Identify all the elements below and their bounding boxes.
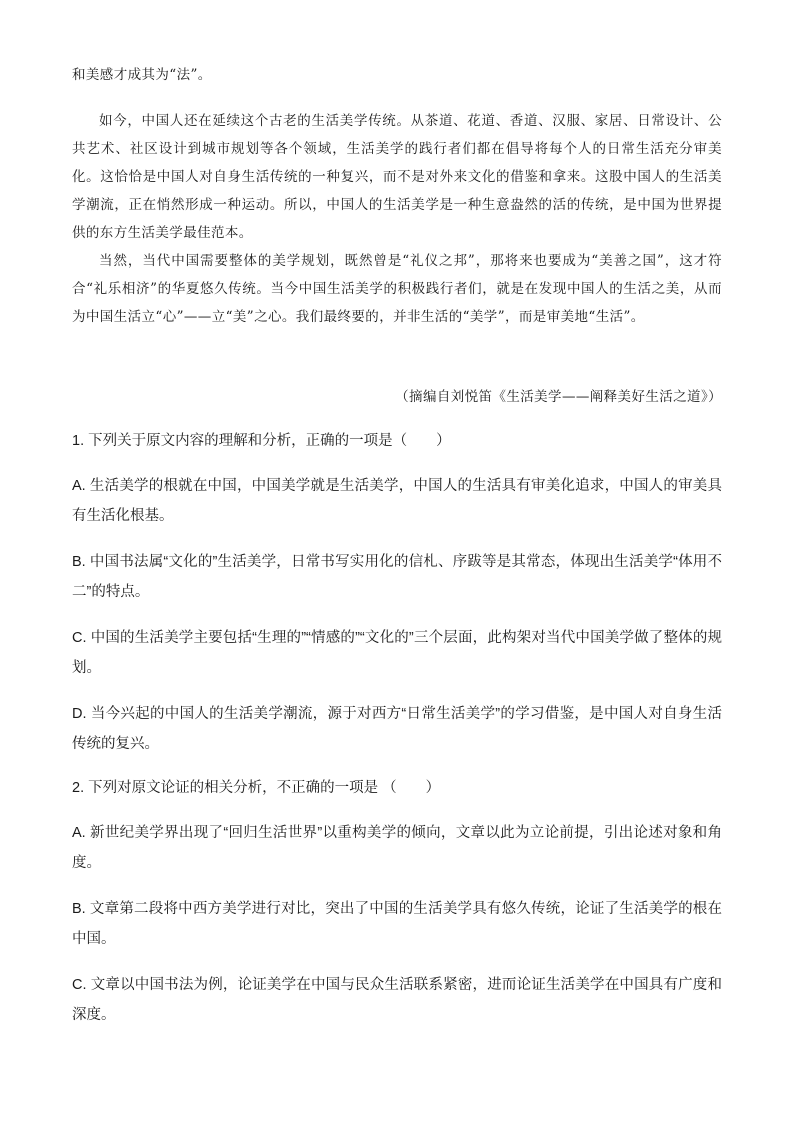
question-1-stem: 1. 下列关于原文内容的理解和分析，正确的一项是（ ） bbox=[72, 433, 451, 449]
question-2-option-c: C. 文章以中国书法为例，论证美学在中国与民众生活联系紧密，进而论证生活美学在中国具有广度和深度。 bbox=[72, 977, 722, 1023]
question-2-option-b: B. 文章第二段将中西方美学进行对比，突出了中国的生活美学具有悠久传统，论证了生活美学的根在中国。 bbox=[72, 901, 722, 947]
passage-paragraph-tail: 和美感才成其为“法”。 bbox=[72, 67, 212, 83]
question-1-option-b: B. 中国书法属“文化的”生活美学，日常书写实用化的信札、序跋等是其常态，体现出生活美学“体用不二”的特点。 bbox=[72, 554, 722, 600]
question-1-option-a: A. 生活美学的根就在中国，中国美学就是生活美学，中国人的生活具有审美化追求，中国人的审美具有生活化根基。 bbox=[72, 478, 722, 524]
question-2-option-a: A. 新世纪美学界出现了“回归生活世界”以重构美学的倾向，文章以此为立论前提，引出论述对象和角度。 bbox=[72, 825, 722, 871]
question-1-option-c: C. 中国的生活美学主要包括“生理的”“情感的”“文化的”三个层面，此构架对当代中国美学做了整体的规划。 bbox=[72, 630, 722, 676]
question-1-option-d: D. 当今兴起的中国人的生活美学潮流，源于对西方“日常生活美学”的学习借鉴，是中国人对自身生活传统的复兴。 bbox=[72, 706, 722, 752]
passage-paragraph-3: 当然，当代中国需要整体的美学规划，既然曾是“礼仪之邦”，那将来也要成为“美善之国”，这才符合“礼乐相济”的华夏悠久传统。当今中国生活美学的积极践行者们，就是在发现中国人的生活之美，从而为中国生活立“心”——立“美”之心。我们最终要的，并非生活的“美学”，而是审美地“生活”。 bbox=[72, 253, 722, 325]
passage-source-citation: （摘编自刘悦笛《生活美学——阐释美好生活之道》） bbox=[395, 389, 722, 405]
question-2-stem: 2. 下列对原文论证的相关分析，不正确的一项是 （ ） bbox=[72, 780, 441, 796]
passage-paragraph-2: 如今，中国人还在延续这个古老的生活美学传统。从茶道、花道、香道、汉服、家居、日常设计、公共艺术、社区设计到城市规划等各个领域，生活美学的践行者们都在倡导将每个人的日常生活充分审美化。这恰恰是中国人对自身生活传统的一种复兴，而不是对外来文化的借鉴和拿来。这股中国人的生活美学潮流，正在悄然形成一种运动。所以，中国人的生活美学是一种生意盎然的活的传统，是中国为世界提供的东方生活美学最佳范本。 bbox=[72, 113, 722, 241]
